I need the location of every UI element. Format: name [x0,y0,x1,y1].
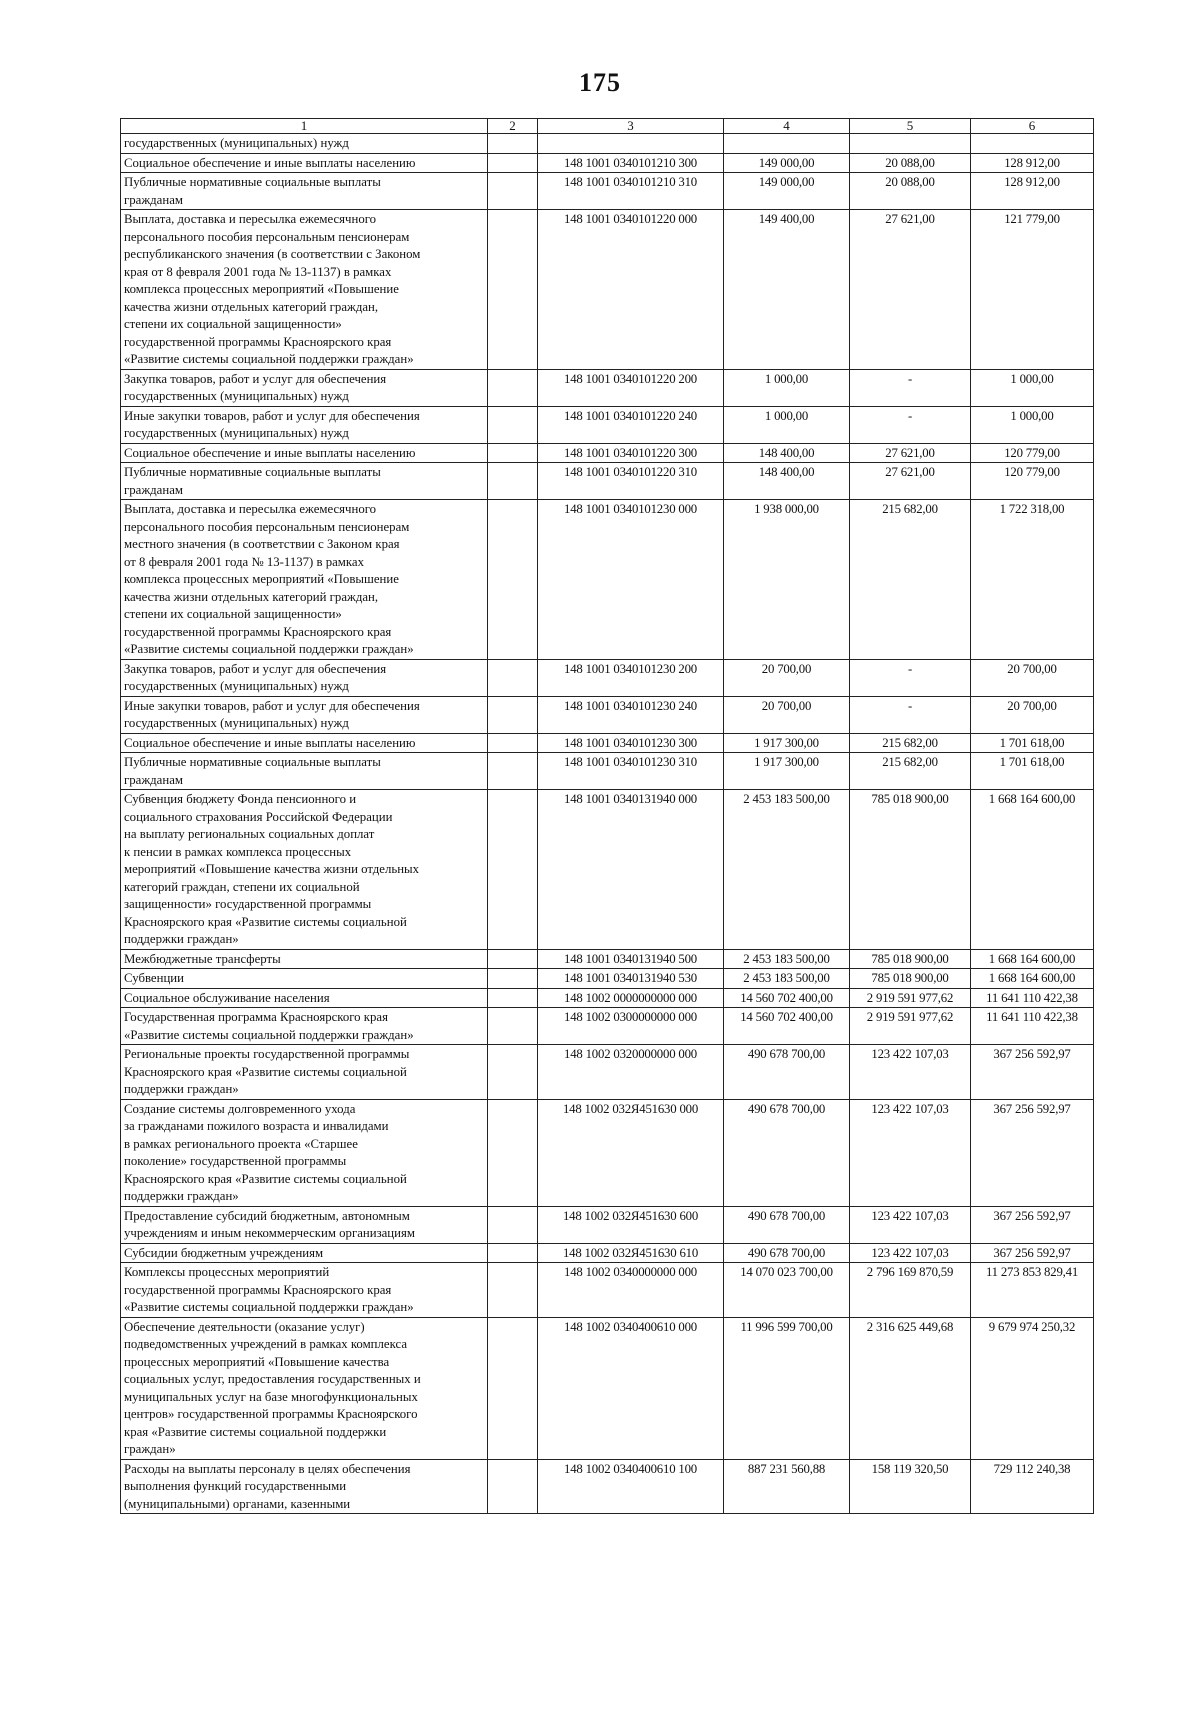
table-row [121,173,1094,210]
row-amount-remaining: 1 000,00 [971,406,1094,443]
table-header-row [121,119,1094,134]
row-description: Социальное обслуживание населения [121,988,488,1008]
row-amount-planned: 490 678 700,00 [724,1243,850,1263]
row-amount-planned: 2 453 183 500,00 [724,790,850,950]
row-code: 148 1002 0300000000 000 [538,1008,724,1045]
row-amount-remaining: 11 641 110 422,38 [971,1008,1094,1045]
row-column-2 [488,1206,538,1243]
row-code: 148 1001 0340101220 000 [538,210,724,370]
row-code: 148 1001 0340101220 300 [538,443,724,463]
row-description: Комплексы процессных мероприятий государственной программы Красноярского края «Развитие системы социальной поддержки граждан» [121,1263,488,1318]
table-row [121,210,1094,370]
row-description: Закупка товаров, работ и услуг для обеспечения государственных (муниципальных) нужд [121,369,488,406]
row-amount-executed: - [850,369,971,406]
table-row [121,733,1094,753]
row-amount-planned: 149 000,00 [724,173,850,210]
table-row [121,1317,1094,1459]
row-amount-executed: 20 088,00 [850,153,971,173]
row-amount-executed: 785 018 900,00 [850,790,971,950]
row-code: 148 1001 0340101220 240 [538,406,724,443]
row-amount-remaining: 120 779,00 [971,443,1094,463]
row-code: 148 1001 0340101230 300 [538,733,724,753]
row-description: Выплата, доставка и пересылка ежемесячного персонального пособия персональным пенсионерам местного значения (в соответствии с Законом края от 8 февраля 2001 года № 13-1137) в рамках комплекса процессных мероприятий «Повышение качества жизни отдельных категорий граждан, степени их социальной защищенности» государственной программы Красноярского края «Развитие системы социальной поддержки граждан» [121,500,488,660]
row-column-2 [488,969,538,989]
row-description: Социальное обеспечение и иные выплаты населению [121,733,488,753]
row-code: 148 1002 032Я451630 610 [538,1243,724,1263]
row-amount-planned: 490 678 700,00 [724,1045,850,1100]
row-amount-remaining: 1 668 164 600,00 [971,969,1094,989]
row-amount-planned: 149 000,00 [724,153,850,173]
row-amount-remaining: 1 668 164 600,00 [971,949,1094,969]
row-column-2 [488,1243,538,1263]
row-amount-executed: 158 119 320,50 [850,1459,971,1514]
table-row [121,443,1094,463]
row-column-2 [488,696,538,733]
row-amount-executed: 20 088,00 [850,173,971,210]
row-amount-executed: 123 422 107,03 [850,1243,971,1263]
row-description: государственных (муниципальных) нужд [121,134,488,154]
row-description: Закупка товаров, работ и услуг для обеспечения государственных (муниципальных) нужд [121,659,488,696]
row-column-2 [488,1099,538,1206]
row-amount-remaining: 1 701 618,00 [971,733,1094,753]
row-amount-remaining: 128 912,00 [971,153,1094,173]
row-description: Социальное обеспечение и иные выплаты населению [121,443,488,463]
table-row [121,1243,1094,1263]
table-row [121,696,1094,733]
row-description: Государственная программа Красноярского края «Развитие системы социальной поддержки граждан» [121,1008,488,1045]
row-amount-executed: 123 422 107,03 [850,1045,971,1100]
row-amount-remaining: 120 779,00 [971,463,1094,500]
column-number-header: 5 [850,119,971,134]
budget-table [120,118,1094,1514]
column-number-header: 3 [538,119,724,134]
row-amount-executed: 785 018 900,00 [850,949,971,969]
row-amount-executed: 2 316 625 449,68 [850,1317,971,1459]
row-column-2 [488,1045,538,1100]
table-row [121,949,1094,969]
row-description: Публичные нормативные социальные выплаты гражданам [121,753,488,790]
row-column-2 [488,406,538,443]
row-description: Публичные нормативные социальные выплаты гражданам [121,463,488,500]
row-column-2 [488,753,538,790]
table-row [121,1459,1094,1514]
row-amount-planned: 490 678 700,00 [724,1099,850,1206]
row-column-2 [488,369,538,406]
row-code: 148 1002 032Я451630 000 [538,1099,724,1206]
row-code: 148 1002 0340400610 100 [538,1459,724,1514]
row-amount-executed: 215 682,00 [850,500,971,660]
table-row [121,1045,1094,1100]
row-amount-planned: 1 000,00 [724,406,850,443]
column-number-header: 2 [488,119,538,134]
table-row [121,988,1094,1008]
row-amount-executed: 785 018 900,00 [850,969,971,989]
row-code: 148 1001 0340131940 530 [538,969,724,989]
table-row [121,406,1094,443]
table-row [121,1206,1094,1243]
row-amount-remaining: 367 256 592,97 [971,1206,1094,1243]
row-amount-executed: 27 621,00 [850,443,971,463]
row-code: 148 1001 0340101230 240 [538,696,724,733]
row-amount-remaining: 11 273 853 829,41 [971,1263,1094,1318]
row-code: 148 1002 0000000000 000 [538,988,724,1008]
row-column-2 [488,153,538,173]
row-amount-planned: 2 453 183 500,00 [724,969,850,989]
row-column-2 [488,210,538,370]
row-amount-planned: 11 996 599 700,00 [724,1317,850,1459]
row-amount-remaining: 1 000,00 [971,369,1094,406]
row-amount-planned: 14 560 702 400,00 [724,1008,850,1045]
row-amount-planned: 490 678 700,00 [724,1206,850,1243]
row-amount-planned: 149 400,00 [724,210,850,370]
row-amount-executed: 27 621,00 [850,463,971,500]
table-row [121,659,1094,696]
table-row [121,1099,1094,1206]
row-amount-executed [850,134,971,154]
row-code: 148 1002 0320000000 000 [538,1045,724,1100]
row-amount-remaining: 1 701 618,00 [971,753,1094,790]
row-amount-planned: 1 917 300,00 [724,733,850,753]
row-description: Региональные проекты государственной программы Красноярского края «Развитие системы социальной поддержки граждан» [121,1045,488,1100]
table-row [121,500,1094,660]
row-code: 148 1001 0340131940 000 [538,790,724,950]
row-amount-remaining: 1 668 164 600,00 [971,790,1094,950]
row-amount-planned: 20 700,00 [724,696,850,733]
row-amount-remaining: 121 779,00 [971,210,1094,370]
row-column-2 [488,1008,538,1045]
row-code: 148 1002 0340000000 000 [538,1263,724,1318]
row-code: 148 1001 0340101220 200 [538,369,724,406]
row-column-2 [488,500,538,660]
row-amount-planned [724,134,850,154]
row-amount-planned: 1 917 300,00 [724,753,850,790]
row-amount-planned: 148 400,00 [724,463,850,500]
row-code: 148 1001 0340131940 500 [538,949,724,969]
row-column-2 [488,790,538,950]
table-row [121,969,1094,989]
row-description: Межбюджетные трансферты [121,949,488,969]
row-amount-executed: 123 422 107,03 [850,1099,971,1206]
table-row [121,153,1094,173]
row-description: Социальное обеспечение и иные выплаты населению [121,153,488,173]
row-amount-executed: 215 682,00 [850,733,971,753]
row-column-2 [488,1317,538,1459]
row-column-2 [488,1459,538,1514]
row-code: 148 1001 0340101230 200 [538,659,724,696]
row-code: 148 1001 0340101230 310 [538,753,724,790]
row-column-2 [488,1263,538,1318]
row-column-2 [488,173,538,210]
row-amount-executed: - [850,659,971,696]
row-code: 148 1002 032Я451630 600 [538,1206,724,1243]
row-amount-remaining: 9 679 974 250,32 [971,1317,1094,1459]
row-amount-planned: 20 700,00 [724,659,850,696]
row-amount-remaining: 128 912,00 [971,173,1094,210]
row-amount-executed: - [850,696,971,733]
table-row [121,1263,1094,1318]
row-amount-planned: 1 000,00 [724,369,850,406]
row-code [538,134,724,154]
row-amount-remaining: 367 256 592,97 [971,1045,1094,1100]
row-amount-remaining: 367 256 592,97 [971,1243,1094,1263]
row-column-2 [488,134,538,154]
row-amount-planned: 14 070 023 700,00 [724,1263,850,1318]
row-amount-planned: 14 560 702 400,00 [724,988,850,1008]
row-description: Субвенции [121,969,488,989]
table-row [121,369,1094,406]
row-amount-remaining: 11 641 110 422,38 [971,988,1094,1008]
row-amount-executed: - [850,406,971,443]
table-row [121,1008,1094,1045]
row-code: 148 1001 0340101210 310 [538,173,724,210]
row-column-2 [488,463,538,500]
row-amount-executed: 215 682,00 [850,753,971,790]
row-column-2 [488,988,538,1008]
row-description: Субвенция бюджету Фонда пенсионного и социального страхования Российской Федерации на выплату региональных социальных доплат к пенсии в рамках комплекса процессных мероприятий «Повышение качества жизни отдельных категорий граждан, степени их социальной защищенности» государственной программы Красноярского края «Развитие системы социальной поддержки граждан» [121,790,488,950]
row-description: Иные закупки товаров, работ и услуг для обеспечения государственных (муниципальных) нужд [121,696,488,733]
row-code: 148 1001 0340101220 310 [538,463,724,500]
row-amount-planned: 2 453 183 500,00 [724,949,850,969]
row-description: Обеспечение деятельности (оказание услуг) подведомственных учреждений в рамках комплекса процессных мероприятий «Повышение качества социальных услуг, предоставления государственных и муниципальных услуг на базе многофункциональных центров» государственной программы Красноярского края «Развитие системы социальной поддержки граждан» [121,1317,488,1459]
row-amount-executed: 2 919 591 977,62 [850,988,971,1008]
row-description: Создание системы долговременного ухода за гражданами пожилого возраста и инвалидами в рамках регионального проекта «Старшее поколение» государственной программы Красноярского края «Развитие системы социальной поддержки граждан» [121,1099,488,1206]
table-row [121,790,1094,950]
page-number: 175 [579,68,621,97]
row-amount-remaining: 1 722 318,00 [971,500,1094,660]
column-number-header: 4 [724,119,850,134]
row-amount-remaining: 729 112 240,38 [971,1459,1094,1514]
table-row [121,753,1094,790]
row-amount-planned: 887 231 560,88 [724,1459,850,1514]
row-column-2 [488,733,538,753]
row-amount-remaining: 20 700,00 [971,696,1094,733]
row-amount-executed: 27 621,00 [850,210,971,370]
row-amount-planned: 148 400,00 [724,443,850,463]
column-number-header: 6 [971,119,1094,134]
row-description: Выплата, доставка и пересылка ежемесячного персонального пособия персональным пенсионерам республиканского значения (в соответствии с Законом края от 8 февраля 2001 года № 13-1137) в рамках комплекса процессных мероприятий «Повышение качества жизни отдельных категорий граждан, степени их социальной защищенности» государственной программы Красноярского края «Развитие системы социальной поддержки граждан» [121,210,488,370]
row-description: Иные закупки товаров, работ и услуг для обеспечения государственных (муниципальных) нужд [121,406,488,443]
row-amount-executed: 2 919 591 977,62 [850,1008,971,1045]
row-amount-planned: 1 938 000,00 [724,500,850,660]
row-amount-executed: 2 796 169 870,59 [850,1263,971,1318]
row-column-2 [488,659,538,696]
row-description: Субсидии бюджетным учреждениям [121,1243,488,1263]
table-row [121,134,1094,154]
row-column-2 [488,949,538,969]
row-code: 148 1001 0340101210 300 [538,153,724,173]
row-amount-remaining [971,134,1094,154]
row-amount-remaining: 367 256 592,97 [971,1099,1094,1206]
column-number-header: 1 [121,119,488,134]
row-code: 148 1001 0340101230 000 [538,500,724,660]
table-row [121,463,1094,500]
row-column-2 [488,443,538,463]
row-description: Расходы на выплаты персоналу в целях обеспечения выполнения функций государственными (муниципальными) органами, казенными [121,1459,488,1514]
row-description: Предоставление субсидий бюджетным, автономным учреждениям и иным некоммерческим организациям [121,1206,488,1243]
row-amount-executed: 123 422 107,03 [850,1206,971,1243]
row-code: 148 1002 0340400610 000 [538,1317,724,1459]
row-amount-remaining: 20 700,00 [971,659,1094,696]
row-description: Публичные нормативные социальные выплаты гражданам [121,173,488,210]
